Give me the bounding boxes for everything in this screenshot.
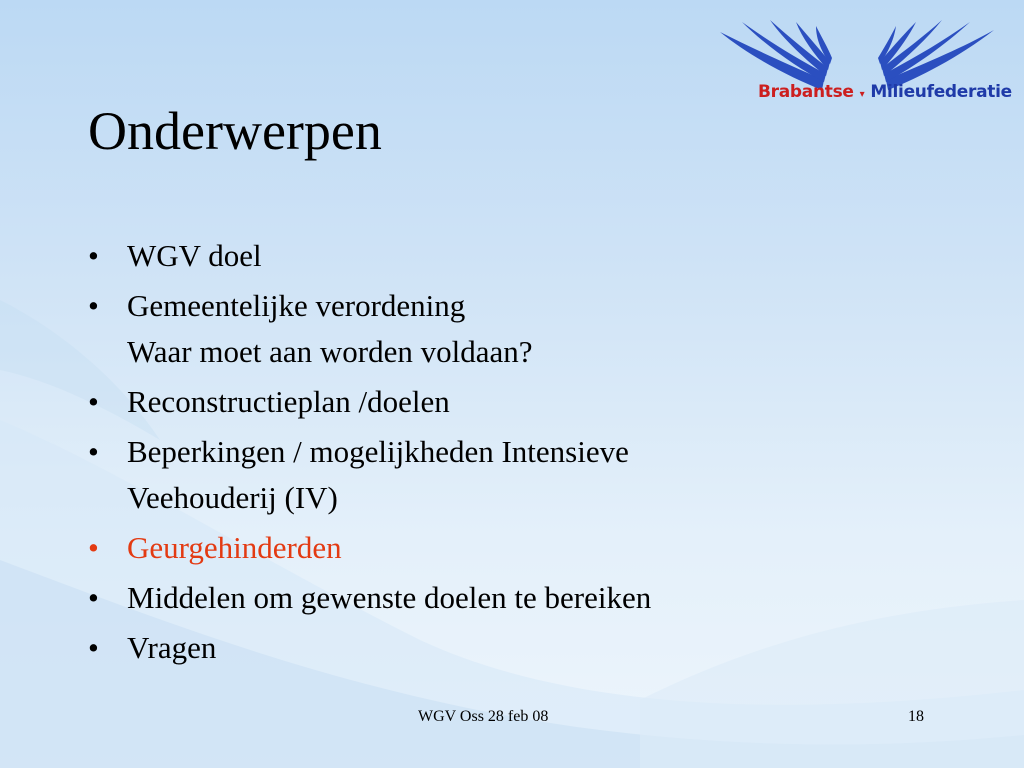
bullet-marker: •	[88, 384, 99, 419]
logo-word-milieufederatie: Milieufederatie	[870, 82, 1012, 102]
bullet-item	[88, 625, 988, 671]
footer-text: WGV Oss 28 feb 08	[418, 708, 549, 725]
bullet-marker: •	[88, 630, 99, 665]
bullet-text: Vragen	[127, 630, 217, 665]
bullet-text: Veehouderij (IV)	[127, 480, 338, 515]
logo-text	[758, 82, 1012, 102]
bullet-text: Geurgehinderden	[127, 530, 342, 565]
bullet-marker: •	[88, 288, 99, 323]
bullet-marker: •	[88, 434, 99, 469]
logo-separator: ▾	[859, 89, 865, 100]
bullet-item	[88, 525, 988, 571]
bullet-item	[88, 233, 988, 279]
logo-word-brabantse: Brabantse	[758, 82, 854, 102]
bullet-text: Reconstructieplan /doelen	[127, 384, 450, 419]
bullet-text: Waar moet aan worden voldaan?	[127, 334, 533, 369]
bullet-item	[88, 575, 988, 621]
bullet-text: WGV doel	[127, 238, 262, 273]
bullet-marker: •	[88, 580, 99, 615]
brabantse-milieufederatie-logo	[712, 18, 1012, 118]
bullet-item	[88, 379, 988, 425]
bullet-text: Gemeentelijke verordening	[127, 288, 466, 323]
bullet-item	[88, 429, 988, 521]
bullet-item	[88, 283, 988, 375]
bullet-marker: •	[88, 530, 99, 565]
slide-number: 18	[908, 708, 924, 725]
bullet-text: Middelen om gewenste doelen te bereiken	[127, 580, 652, 615]
bullet-marker: •	[88, 238, 99, 273]
bullet-text: Beperkingen / mogelijkheden Intensieve	[127, 434, 629, 469]
slide-title: Onderwerpen	[88, 101, 382, 161]
bullet-list	[88, 233, 988, 675]
